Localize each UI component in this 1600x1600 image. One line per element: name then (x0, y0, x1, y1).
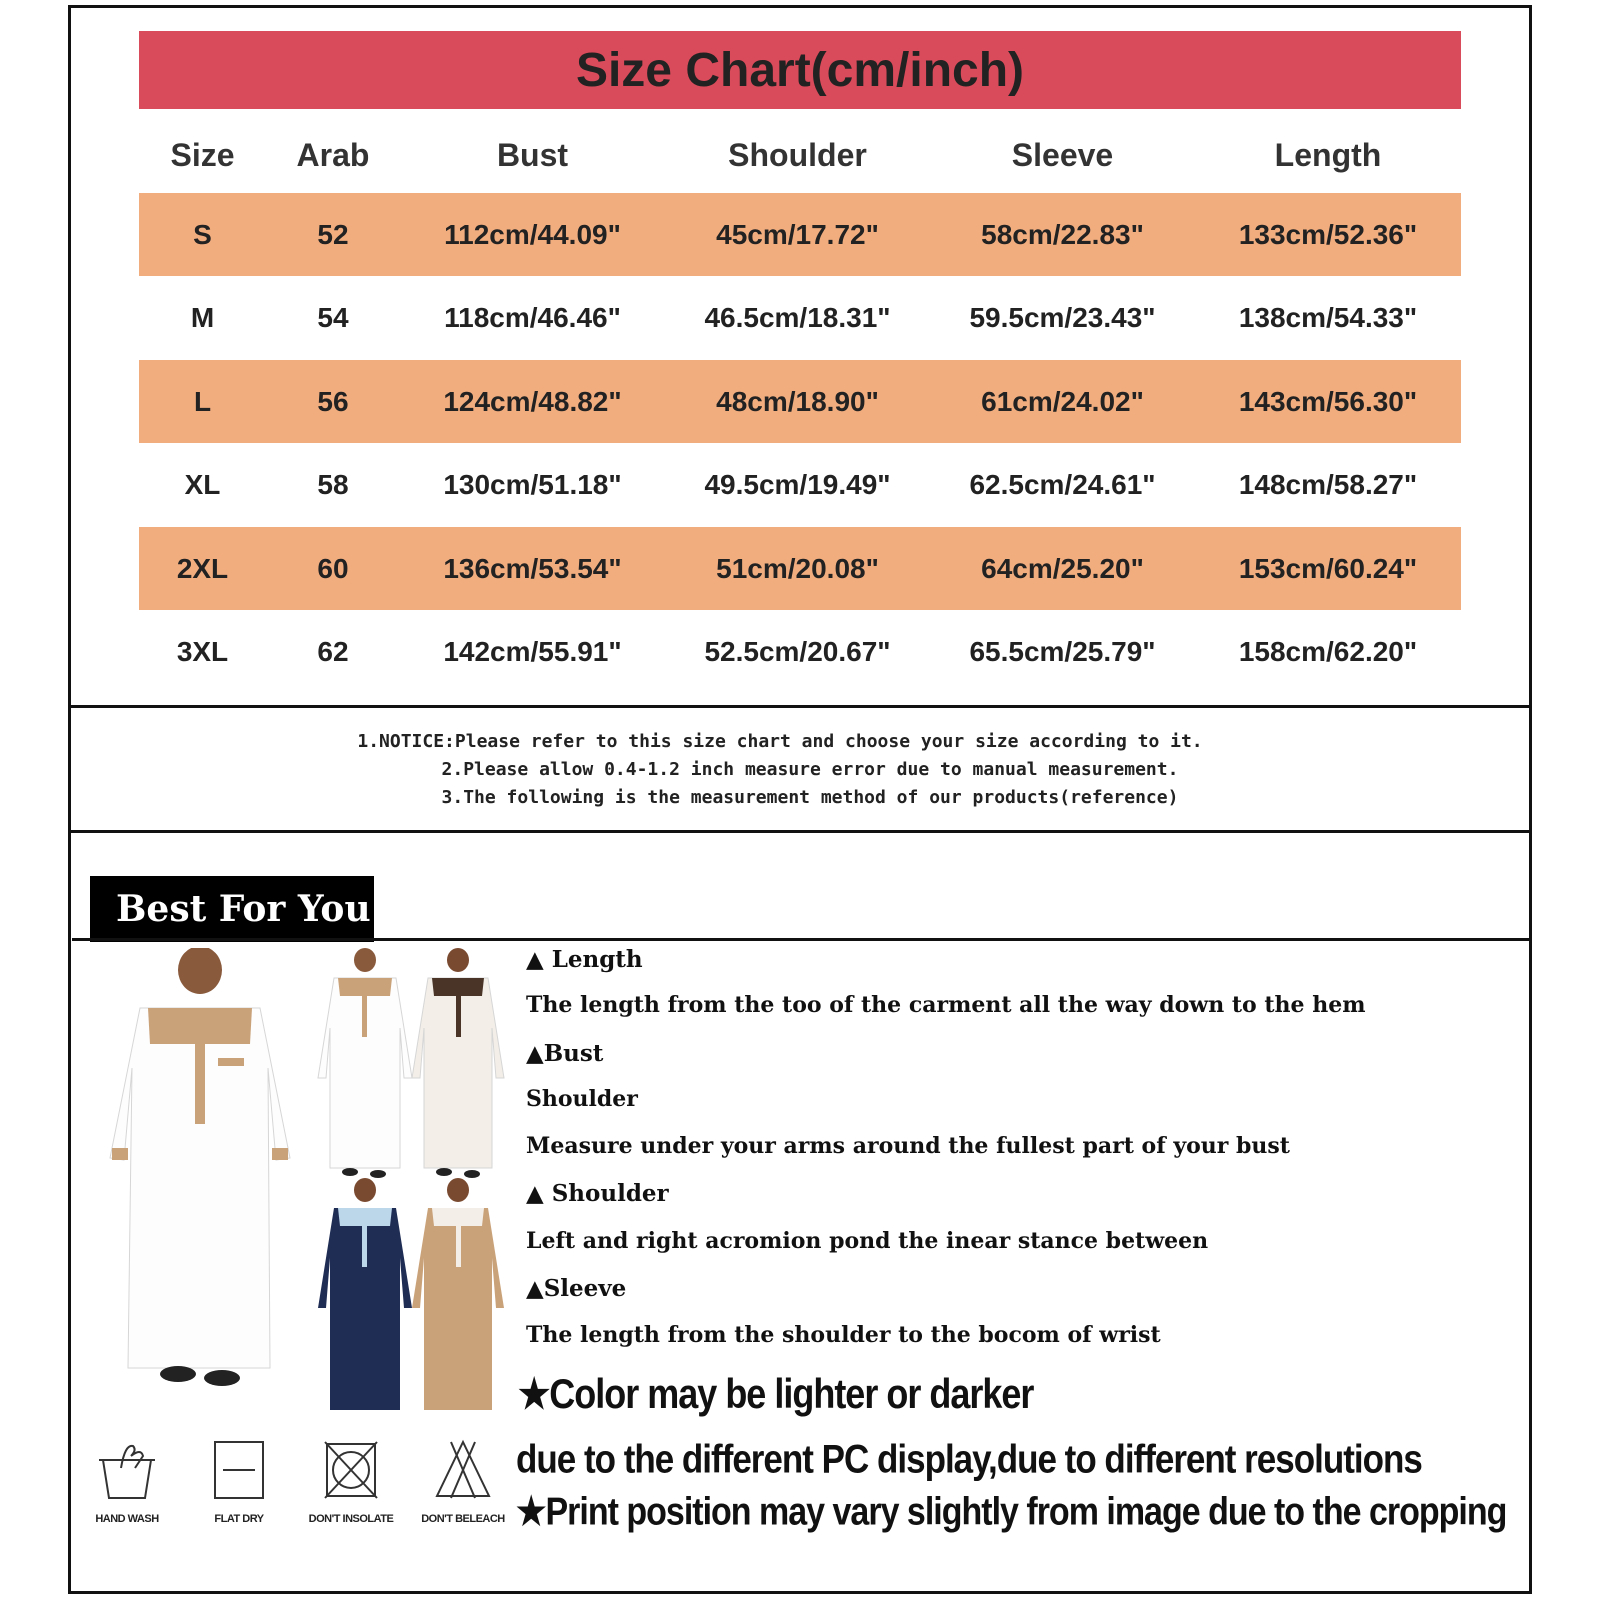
care-label: FLAT DRY (214, 1513, 264, 1525)
cell-bust: 142cm/55.91" (443, 636, 622, 667)
display-note: due to the different PC display,due to different resolutions (516, 1437, 1422, 1482)
cell-size: 3XL (176, 636, 229, 667)
cell-size: L (193, 386, 212, 417)
cell-length: 148cm/58.27" (1238, 469, 1418, 500)
best-for-you-badge: Best For You (90, 876, 374, 942)
hand-wash-icon (95, 1438, 159, 1502)
cell-length: 138cm/54.33" (1238, 302, 1418, 333)
cell-arab: 62 (317, 636, 349, 667)
shoulder-text: Left and right acromion pond the inear stance between (526, 1228, 1209, 1254)
cell-length: 143cm/56.30" (1238, 386, 1418, 417)
print-note: ★Print position may vary slightly from image due to the cropping (516, 1490, 1507, 1534)
cell-arab: 54 (317, 302, 349, 333)
cell-shoulder: 46.5cm/18.31" (704, 302, 891, 333)
cell-shoulder: 51cm/20.08" (716, 553, 879, 584)
cell-size: M (190, 302, 215, 333)
cell-sleeve: 62.5cm/24.61" (969, 469, 1156, 500)
robe-white-large (110, 948, 290, 1386)
table-row (139, 360, 1461, 443)
header-arab: Arab (296, 137, 370, 173)
notice-line-2: 2.Please allow 0.4-1.2 inch measure error due to manual measurement. (441, 759, 1179, 780)
bust-subheading: Shoulder (526, 1086, 638, 1112)
cell-shoulder: 52.5cm/20.67" (704, 636, 891, 667)
section-divider (68, 705, 1532, 708)
cell-length: 158cm/62.20" (1238, 636, 1418, 667)
size-chart-title-bar (139, 31, 1461, 109)
cell-shoulder: 48cm/18.90" (716, 386, 879, 417)
badge-underline (72, 938, 1532, 941)
notice-block (68, 728, 1532, 812)
care-flat-dry (194, 1438, 284, 1525)
cell-size: XL (184, 469, 221, 500)
table-header (0, 130, 1600, 180)
table-row (139, 443, 1461, 526)
cell-bust: 136cm/53.54" (443, 553, 622, 584)
shoulder-heading: ▲ Shoulder (526, 1180, 669, 1207)
care-label: HAND WASH (95, 1513, 159, 1525)
dont-insolate-icon (319, 1438, 383, 1502)
cell-size: 2XL (176, 553, 229, 584)
cell-length: 133cm/52.36" (1238, 219, 1418, 250)
cell-length: 153cm/60.24" (1238, 553, 1418, 584)
header-size: Size (170, 137, 235, 173)
notice-line-3: 3.The following is the measurement method of our products(reference) (441, 787, 1179, 808)
robe-tan (412, 1178, 504, 1410)
robe-offwhite (412, 948, 504, 1178)
length-text: The length from the too of the carment all the way down to the hem (526, 992, 1366, 1018)
cell-sleeve: 59.5cm/23.43" (969, 302, 1156, 333)
cell-arab: 58 (317, 469, 349, 500)
cell-bust: 124cm/48.82" (443, 386, 622, 417)
cell-shoulder: 45cm/17.72" (716, 219, 879, 250)
cell-arab: 52 (317, 219, 349, 250)
cell-bust: 118cm/46.46" (444, 302, 621, 333)
cell-shoulder: 49.5cm/19.49" (704, 469, 891, 500)
page-title: Size Chart(cm/inch) (575, 43, 1025, 97)
table-row (139, 610, 1461, 693)
care-hand-wash (82, 1438, 172, 1525)
cell-arab: 56 (317, 386, 349, 417)
table-row (139, 527, 1461, 610)
dont-bleach-icon (431, 1438, 495, 1502)
sleeve-heading: ▲Sleeve (526, 1275, 627, 1302)
cell-bust: 112cm/44.09" (444, 219, 621, 250)
header-length: Length (1274, 137, 1382, 173)
product-photos (100, 948, 520, 1418)
length-heading: ▲ Length (526, 946, 643, 973)
header-sleeve: Sleeve (1011, 137, 1114, 173)
table-row (139, 193, 1461, 276)
robe-white-small (318, 948, 412, 1178)
header-bust: Bust (496, 137, 569, 173)
care-dont-bleach (418, 1438, 508, 1525)
cell-sleeve: 61cm/24.02" (981, 386, 1144, 417)
cell-bust: 130cm/51.18" (443, 469, 622, 500)
notice-line-1: 1.NOTICE:Please refer to this size chart and choose your size according to it. (357, 731, 1203, 752)
header-shoulder: Shoulder (728, 137, 867, 173)
robe-navy (318, 1178, 412, 1410)
cell-sleeve: 64cm/25.20" (981, 553, 1144, 584)
care-dont-insolate (306, 1438, 396, 1525)
care-label: DON'T BELEACH (421, 1513, 505, 1525)
cell-sleeve: 58cm/22.83" (981, 219, 1144, 250)
cell-arab: 60 (317, 553, 349, 584)
section-divider (68, 830, 1532, 833)
color-note: ★Color may be lighter or darker (518, 1370, 1034, 1418)
cell-size: S (193, 219, 212, 250)
bust-heading: ▲Bust (526, 1040, 604, 1067)
care-label: DON'T INSOLATE (308, 1513, 394, 1525)
bust-text: Measure under your arms around the fullest part of your bust (526, 1133, 1290, 1159)
sleeve-text: The length from the shoulder to the bocom of wrist (526, 1322, 1161, 1348)
table-row (139, 276, 1461, 359)
flat-dry-icon (207, 1438, 271, 1502)
cell-sleeve: 65.5cm/25.79" (969, 636, 1156, 667)
